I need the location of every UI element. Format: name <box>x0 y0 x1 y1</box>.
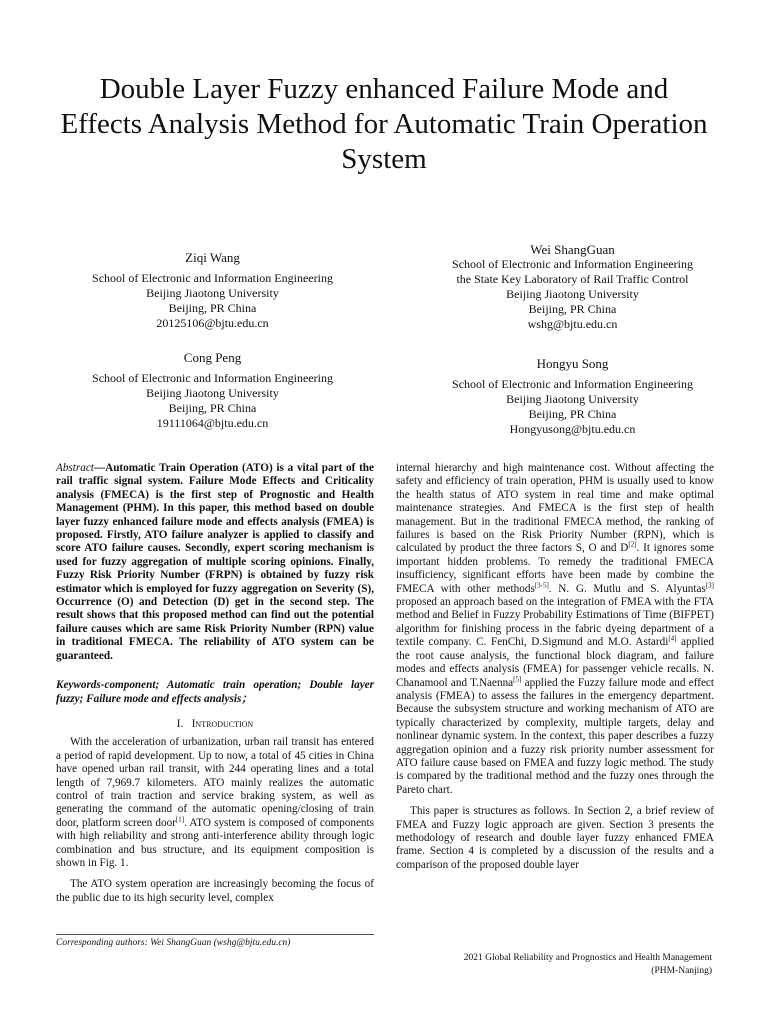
affiliation-line: School of Electronic and Information Engineering <box>92 371 333 385</box>
author-email: 19111064@bjtu.edu.cn <box>156 416 269 430</box>
author-name: Ziqi Wang <box>185 250 240 265</box>
author-name: Cong Peng <box>183 350 242 365</box>
affiliation-line: Beijing Jiaotong University <box>506 287 639 301</box>
left-column <box>56 462 374 905</box>
intro-paragraph-2: The ATO system operation are increasingly becoming the focus of the public due to its high security level, complex <box>56 878 374 904</box>
author-block-3 <box>40 350 385 431</box>
author-email: Hongyusong@bjtu.edu.cn <box>509 422 636 436</box>
right-paragraph-2: This paper is structures as follows. In Section 2, a brief review of FMEA and Fuzzy logic approach are given. Section 3 presents the methodology of research and double layer fuzzy enhanced FMEA frame. Section 4 is completed by a discussion of the results and a comparison of the proposed double layer <box>396 805 714 871</box>
abstract <box>56 462 374 663</box>
affiliation-line: the State Key Laboratory of Rail Traffic Control <box>456 272 689 286</box>
paragraph-text: . N. G. Mutlu and S. Alyuntas <box>548 582 706 595</box>
abstract-label: Abstract <box>56 462 94 474</box>
section-title: Introduction <box>191 717 254 730</box>
paper-title: Double Layer Fuzzy enhanced Failure Mode and Effects Analysis Method for Automatic Train Operation System <box>60 73 708 175</box>
paragraph-text: applied the Fuzzy failure mode and effect analysis (FMEA) to assess the failures in the emergency department. Because the subsystem structure and working mechanism of ATO are typically characterized by complexity, multiple targets, delay and nonlinear dynamic system. In the context, this paper describes a fuzzy aggregation opinion and a fuzzy risk priority number assessment for ATO failure cause based on FMEA and fuzzy logic method. The study is compared by the traditional method and the fuzzy ones through the Pareto chart. <box>396 676 714 796</box>
paragraph-text: With the acceleration of urbanization, urban rail transit has entered a period of rapid development. Up to now, a total of 45 cities in China have opened urban rail transit, with 244 operating lines and a total length of 7,969.7 kilometers. ATO mainly realizes the automatic control of train traction and service braking system, as well as generating the command of the automatic opening/closing of train door, platform screen door <box>56 736 374 829</box>
affiliation-line: Beijing, PR China <box>168 301 257 315</box>
author-block-2 <box>400 242 745 332</box>
paragraph-text: proposed an approach based on the integration of FMEA with the FTA method and Belief in Fuzzy Probability Estimations of Time (BIFPET) algorithm for finishing process in the fabric dyeing department of a textile company. C. FenChi, D.Sigmund and M.O. Astardi <box>396 596 714 649</box>
paragraph-text: applied the root cause analysis, the functional block diagram, and failure modes and effects analysis (FMEA) for passenger vehicle recalls. N. Chanamool and T.Naenna <box>396 636 714 689</box>
citation: [3] <box>705 580 714 589</box>
affiliation-line: School of Electronic and Information Engineering <box>452 377 693 391</box>
citation: [4] <box>668 634 677 643</box>
section-number: I. <box>176 717 184 730</box>
citation: [2] <box>628 540 637 549</box>
author-name: Wei ShangGuan <box>530 242 615 257</box>
affiliation-line: Beijing Jiaotong University <box>146 386 279 400</box>
affiliation-line: Beijing, PR China <box>168 401 257 415</box>
right-column <box>396 462 714 872</box>
paragraph-text: internal hierarchy and high maintenance cost. Without affecting the safety and efficiency of train operation, PHM is usually used to know the health status of ATO system in real time and make optimal maintenance strategies. And FMECA is the first step of health management. But in the traditional FMECA method, the ranking of failures is based on the Risk Priority Number (RPN), which is calculated by product the three factors S, O and D <box>396 462 714 555</box>
author-email: wshg@bjtu.edu.cn <box>527 317 618 331</box>
affiliation-line: Beijing Jiaotong University <box>146 286 279 300</box>
citation: [5] <box>513 674 522 683</box>
conference-name: 2021 Global Reliability and Prognostics and Health Management <box>463 953 712 963</box>
affiliation-line: Beijing, PR China <box>528 407 617 421</box>
author-block-4 <box>400 356 745 437</box>
author-email: 20125106@bjtu.edu.cn <box>156 316 269 330</box>
conference-footer <box>392 952 712 978</box>
author-name: Hongyu Song <box>536 356 609 371</box>
citation: [3-5] <box>534 580 549 589</box>
paragraph-text: . ATO system is composed of components with high reliability and strong anti-interference ability through logic combination and bus structure, and its equipment composition is shown in Fig. 1. <box>56 816 374 869</box>
citation: [1] <box>175 815 185 824</box>
affiliation-line: Beijing Jiaotong University <box>506 392 639 406</box>
affiliation-line: Beijing, PR China <box>528 302 617 316</box>
intro-paragraph-1 <box>56 736 374 870</box>
section-heading <box>56 718 374 731</box>
keywords: Keywords-component; Automatic train operation; Double layer fuzzy; Failure mode and effects analysis； <box>56 679 374 705</box>
affiliation-line: School of Electronic and Information Engineering <box>92 271 333 285</box>
affiliation-line: School of Electronic and Information Engineering <box>452 257 693 271</box>
author-block-1 <box>40 250 385 331</box>
abstract-text: —Automatic Train Operation (ATO) is a vital part of the rail traffic signal system. Failure Mode Effects and Criticality analysis (FMECA) is the first step of Prognostic and Health Management (PHM). In this paper, this method based on double layer fuzzy enhanced failure mode and effects analysis (FMEA) is proposed. Firstly, ATO failure analyzer is applied to classify and score ATO failure causes. Secondly, expert scoring mechanism is used for fuzzy aggregation of multiple scoring opinions. Finally, Fuzzy Risk Priority Number (FRPN) is obtained by fuzzy risk estimator which is employed for fuzzy aggregation on Severity (S), Occurrence (O) and Detection (D) get in the second step. The result shows that this proposed method can find out the potential failure causes which are same Risk Priority Number (RPN) value in traditional FMECA. The reliability of ATO system can be guaranteed. <box>56 462 374 662</box>
conference-location: (PHM-Nanjing) <box>651 966 712 976</box>
paragraph-text: . It ignores some important hidden problems. To remedy the traditional FMECA insufficiency, significant efforts have been made by combine the FMECA with other methods <box>396 542 714 595</box>
corresponding-author-footnote: Corresponding authors: Wei ShangGuan (wshg@bjtu.edu.cn) <box>56 934 374 948</box>
right-paragraph-1 <box>396 462 714 797</box>
